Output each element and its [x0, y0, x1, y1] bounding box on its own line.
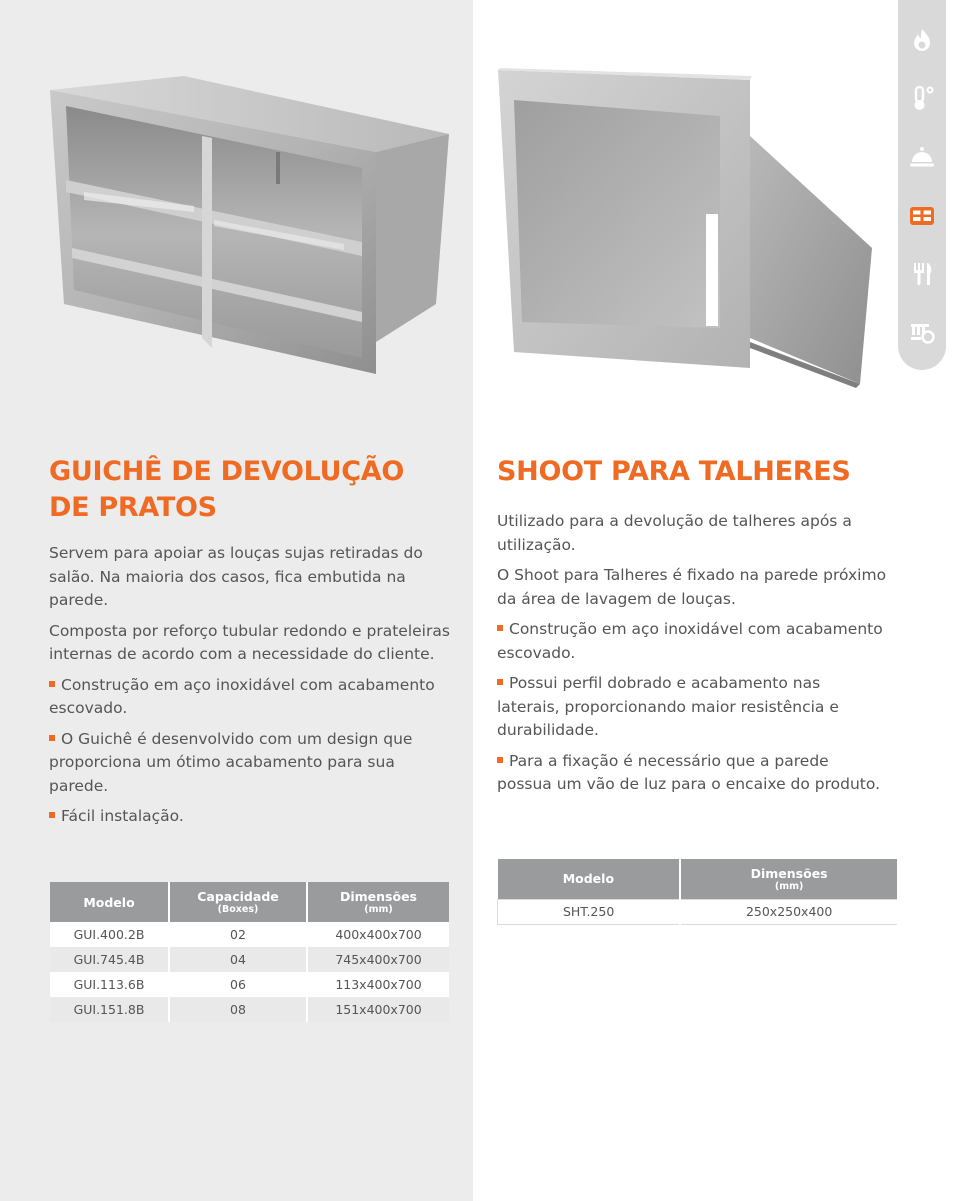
table-row — [498, 899, 898, 924]
left-title-line2: DE PRATOS — [49, 492, 217, 523]
bullet-square-icon — [49, 735, 55, 741]
right-spec-table — [497, 859, 897, 925]
dishwash-icon[interactable] — [906, 316, 938, 348]
left-section-title — [49, 454, 459, 526]
table-cell: 04 — [169, 947, 307, 972]
right-bullet-text: Para a fixação é necessário que a parede possua um vão de luz para o encaixe do produto. — [497, 751, 881, 793]
table-header-cell: Modelo — [498, 859, 681, 899]
right-bullet-text: Construção em aço inoxidável com acabamento escovado. — [497, 620, 883, 662]
left-bullet-item — [49, 805, 451, 829]
left-paragraph: Composta por reforço tubular redondo e prateleiras internas de acordo com a necessidade do cliente. — [49, 621, 450, 663]
table-cell: 745x400x700 — [307, 947, 449, 972]
table-header-cell: Modelo — [50, 882, 169, 922]
table-cell: 06 — [169, 972, 307, 997]
cutlery-icon[interactable] — [906, 258, 938, 290]
right-description — [497, 510, 887, 804]
bullet-square-icon — [49, 681, 55, 687]
thermometer-icon[interactable] — [906, 82, 938, 114]
left-bullet-text: O Guichê é desenvolvido com um design que proporciona um ótimo acabamento para sua parede. — [49, 729, 413, 795]
right-bullet-text: Possui perfil dobrado e acabamento nas laterais, proporcionando maior resistência e durabilidade. — [497, 674, 839, 739]
table-header-row — [498, 859, 898, 899]
left-bullet-text: Construção em aço inoxidável com acabamento escovado. — [49, 675, 435, 717]
table-cell: 02 — [169, 922, 307, 947]
table-cell: 250x250x400 — [680, 899, 897, 924]
cutlery-chute-image — [494, 66, 878, 396]
bullet-square-icon — [497, 757, 503, 763]
table-header-cell: Capacidade (Boxes) — [169, 882, 307, 922]
table-header-cell: Dimensões (mm) — [680, 859, 897, 899]
dish-return-window-image — [44, 72, 454, 382]
table-row — [50, 997, 449, 1022]
table-cell: 08 — [169, 997, 307, 1022]
bullet-square-icon — [49, 812, 55, 818]
left-bullet-item — [49, 728, 451, 799]
table-cell: GUI.745.4B — [50, 947, 169, 972]
flame-icon[interactable] — [906, 24, 938, 56]
right-bullet-item — [497, 672, 887, 743]
table-row — [50, 922, 449, 947]
table-cell: SHT.250 — [498, 899, 681, 924]
right-bullet-item — [497, 750, 887, 797]
right-paragraph: O Shoot para Talheres é fixado na parede próximo da área de lavagem de louças. — [497, 566, 887, 608]
left-description — [49, 542, 451, 836]
table-cell: 400x400x700 — [307, 922, 449, 947]
grid-icon[interactable] — [906, 200, 938, 232]
bullet-square-icon — [497, 625, 503, 631]
table-cell: GUI.113.6B — [50, 972, 169, 997]
table-header-row — [50, 882, 449, 922]
right-paragraph: Utilizado para a devolução de talheres após a utilização. — [497, 512, 852, 554]
right-bullet-item — [497, 618, 887, 665]
table-cell: GUI.400.2B — [50, 922, 169, 947]
category-icon-rail — [898, 0, 946, 370]
table-cell: 113x400x700 — [307, 972, 449, 997]
left-bullet-item — [49, 674, 451, 721]
left-spec-table — [50, 882, 449, 1022]
table-cell: GUI.151.8B — [50, 997, 169, 1022]
left-paragraph: Servem para apoiar as louças sujas retiradas do salão. Na maioria dos casos, fica embutida na parede. — [49, 544, 423, 609]
table-header-cell: Dimensões (mm) — [307, 882, 449, 922]
table-row — [50, 972, 449, 997]
table-cell: 151x400x700 — [307, 997, 449, 1022]
table-row — [50, 947, 449, 972]
cloche-icon[interactable] — [906, 140, 938, 172]
right-section-title: SHOOT PARA TALHERES — [497, 456, 851, 487]
left-title-line1: GUICHÊ DE DEVOLUÇÃO — [49, 456, 405, 487]
bullet-square-icon — [497, 679, 503, 685]
left-bullet-text: Fácil instalação. — [61, 807, 184, 825]
